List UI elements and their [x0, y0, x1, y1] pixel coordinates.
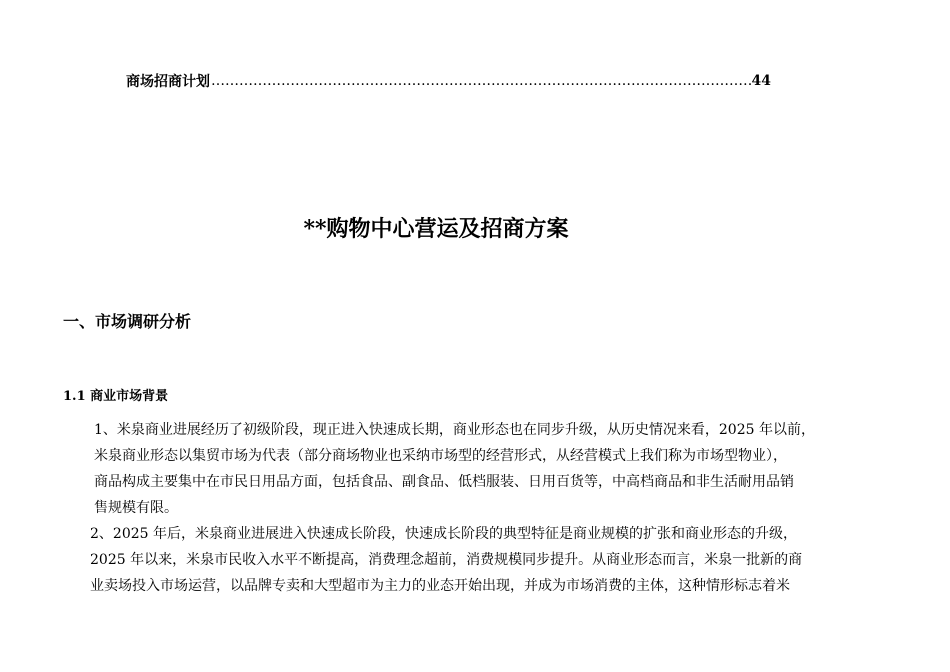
- section-heading-market-research: 一、市场调研分析: [63, 312, 192, 331]
- subsection-heading-market-background: 1.1 商业市场背景: [63, 389, 169, 404]
- toc-entry-label: 商场招商计划: [126, 74, 210, 90]
- paragraph2-line: 业卖场投入市场运营，以品牌专卖和大型超市为主力的业态开始出现，并成为市场消费的主体，这种情形标志着米: [90, 578, 790, 594]
- paragraph2-line: 2、2025 年后，米泉商业进展进入快速成长阶段，快速成长阶段的典型特征是商业规模的扩张和商业形态的升级，: [90, 526, 797, 542]
- toc-leader-dots: [211, 73, 751, 89]
- paragraph2-line: 2025 年以来，米泉市民收入水平不断提高，消费理念超前，消费规模同步提升。从商业形态而言，米泉一批新的商: [90, 552, 803, 568]
- paragraph1-line: 商品构成主要集中在市民日用品方面，包括食品、副食品、低档服装、日用百货等，中高档商品和非生活耐用品销: [94, 474, 794, 490]
- toc-entry[interactable]: [126, 70, 771, 92]
- paragraph1-line: 1、米泉商业进展经历了初级阶段，现正进入快速成长期，商业形态也在同步升级，从历史情况来看，2025 年以前，: [94, 422, 815, 438]
- toc-page-number: 44: [751, 73, 771, 89]
- document-title: **购物中心营运及招商方案: [303, 216, 569, 242]
- paragraph1-line: 米泉商业形态以集贸市场为代表（部分商场物业也采纳市场型的经营形式，从经营模式上我们称为市场型物业），: [94, 448, 787, 464]
- paragraph1-line: 售规模有限。: [94, 500, 178, 516]
